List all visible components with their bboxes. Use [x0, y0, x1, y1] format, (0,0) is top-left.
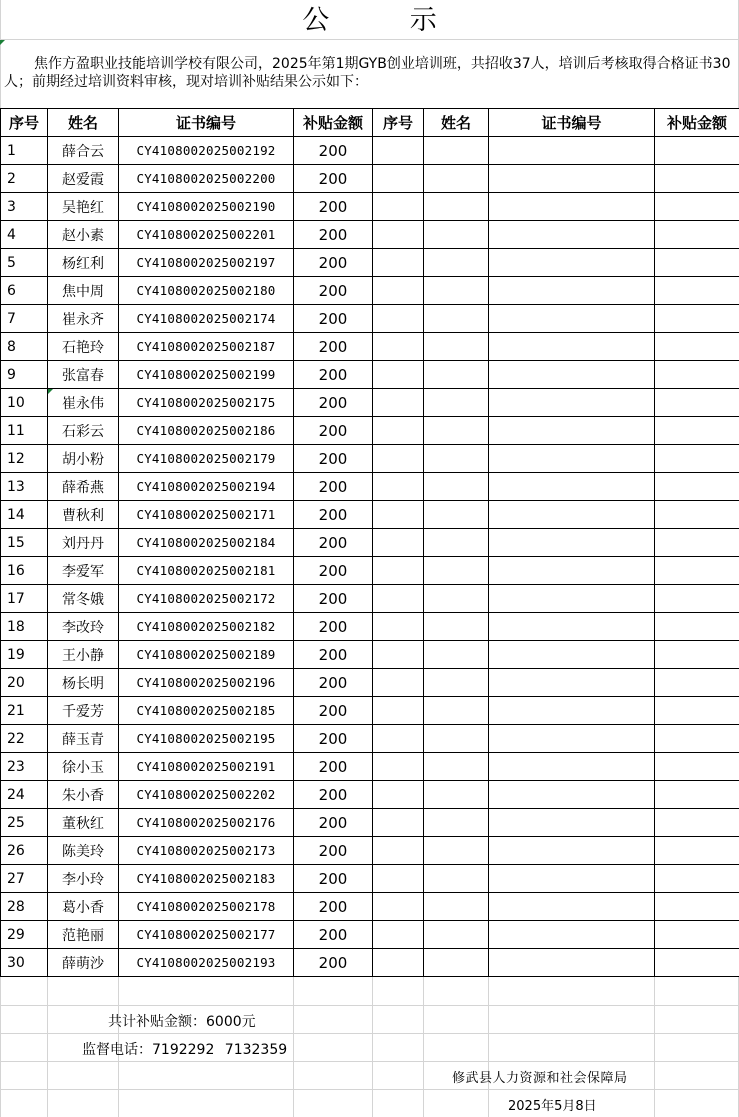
- empty-cell: [424, 613, 489, 641]
- empty-cell: [424, 221, 489, 249]
- empty-cell: [655, 361, 739, 389]
- empty-cell: [655, 501, 739, 529]
- empty-cell: [424, 697, 489, 725]
- empty-cell: [424, 809, 489, 837]
- empty-cell: [655, 837, 739, 865]
- empty-cell: [373, 753, 424, 781]
- row-name: 焦中周: [48, 277, 119, 305]
- row-subsidy-amount: 200: [294, 389, 373, 417]
- table-row: [1, 781, 739, 809]
- row-name: 赵小素: [48, 221, 119, 249]
- empty-cell: [373, 893, 424, 921]
- empty-cell: [489, 333, 655, 361]
- row-certificate-number: CY4108002025002176: [119, 809, 294, 837]
- empty-cell: [489, 417, 655, 445]
- row-subsidy-amount: 200: [294, 137, 373, 165]
- empty-cell: [489, 893, 655, 921]
- row-number: 10: [1, 389, 48, 417]
- row-certificate-number: CY4108002025002179: [119, 445, 294, 473]
- empty-cell: [424, 949, 489, 977]
- empty-cell: [424, 557, 489, 585]
- column-header: 姓名: [424, 109, 489, 137]
- row-subsidy-amount: 200: [294, 501, 373, 529]
- row-subsidy-amount: 200: [294, 417, 373, 445]
- row-subsidy-amount: 200: [294, 585, 373, 613]
- empty-cell: [424, 473, 489, 501]
- row-subsidy-amount: 200: [294, 529, 373, 557]
- table-row: [1, 669, 739, 697]
- row-subsidy-amount: 200: [294, 221, 373, 249]
- row-certificate-number: CY4108002025002187: [119, 333, 294, 361]
- empty-cell: [655, 669, 739, 697]
- empty-cell: [373, 557, 424, 585]
- row-name: 崔永伟: [48, 389, 119, 417]
- row-certificate-number: CY4108002025002194: [119, 473, 294, 501]
- subsidy-table: [0, 108, 739, 977]
- row-certificate-number: CY4108002025002192: [119, 137, 294, 165]
- empty-cell: [655, 221, 739, 249]
- row-certificate-number: CY4108002025002202: [119, 781, 294, 809]
- row-subsidy-amount: 200: [294, 473, 373, 501]
- row-number: 23: [1, 753, 48, 781]
- column-header: 证书编号: [489, 109, 655, 137]
- table-row: [1, 305, 739, 333]
- row-certificate-number: CY4108002025002186: [119, 417, 294, 445]
- row-name: 李改玲: [48, 613, 119, 641]
- empty-cell: [655, 893, 739, 921]
- cell-comment-marker: [48, 389, 53, 394]
- table-row: [1, 725, 739, 753]
- empty-cell: [373, 641, 424, 669]
- column-header: 姓名: [48, 109, 119, 137]
- empty-cell: [489, 697, 655, 725]
- table-row: [1, 641, 739, 669]
- empty-cell: [424, 781, 489, 809]
- empty-cell: [373, 193, 424, 221]
- empty-cell: [655, 417, 739, 445]
- empty-cell: [424, 137, 489, 165]
- empty-cell: [373, 473, 424, 501]
- row-certificate-number: CY4108002025002172: [119, 585, 294, 613]
- row-number: 20: [1, 669, 48, 697]
- empty-cell: [373, 837, 424, 865]
- table-row: [1, 501, 739, 529]
- row-name: 杨长明: [48, 669, 119, 697]
- empty-cell: [373, 333, 424, 361]
- row-subsidy-amount: 200: [294, 333, 373, 361]
- row-name: 葛小香: [48, 893, 119, 921]
- row-certificate-number: CY4108002025002175: [119, 389, 294, 417]
- row-name: 常冬娥: [48, 585, 119, 613]
- empty-cell: [489, 641, 655, 669]
- empty-cell: [373, 361, 424, 389]
- row-name: 李爱军: [48, 557, 119, 585]
- row-certificate-number: CY4108002025002200: [119, 165, 294, 193]
- row-number: 1: [1, 137, 48, 165]
- table-row: [1, 613, 739, 641]
- row-subsidy-amount: 200: [294, 753, 373, 781]
- empty-cell: [489, 277, 655, 305]
- row-certificate-number: CY4108002025002181: [119, 557, 294, 585]
- row-number: 13: [1, 473, 48, 501]
- table-row: [1, 893, 739, 921]
- row-number: 9: [1, 361, 48, 389]
- row-certificate-number: CY4108002025002201: [119, 221, 294, 249]
- empty-cell: [655, 445, 739, 473]
- empty-cell: [655, 333, 739, 361]
- empty-cell: [424, 753, 489, 781]
- empty-cell: [424, 277, 489, 305]
- row-number: 8: [1, 333, 48, 361]
- empty-cell: [424, 865, 489, 893]
- row-certificate-number: CY4108002025002173: [119, 837, 294, 865]
- empty-cell: [424, 893, 489, 921]
- table-row: [1, 557, 739, 585]
- row-subsidy-amount: 200: [294, 277, 373, 305]
- row-subsidy-amount: 200: [294, 445, 373, 473]
- row-subsidy-amount: 200: [294, 193, 373, 221]
- row-name: 范艳丽: [48, 921, 119, 949]
- empty-cell: [424, 529, 489, 557]
- row-certificate-number: CY4108002025002189: [119, 641, 294, 669]
- empty-cell: [655, 193, 739, 221]
- table-row: [1, 697, 739, 725]
- row-certificate-number: CY4108002025002196: [119, 669, 294, 697]
- empty-cell: [655, 781, 739, 809]
- empty-cell: [424, 389, 489, 417]
- empty-cell: [489, 557, 655, 585]
- empty-cell: [655, 753, 739, 781]
- empty-cell: [655, 613, 739, 641]
- empty-cell: [424, 193, 489, 221]
- table-row: [1, 837, 739, 865]
- row-number: 12: [1, 445, 48, 473]
- row-subsidy-amount: 200: [294, 641, 373, 669]
- row-number: 5: [1, 249, 48, 277]
- row-subsidy-amount: 200: [294, 249, 373, 277]
- empty-cell: [373, 725, 424, 753]
- empty-cell: [489, 809, 655, 837]
- empty-cell: [373, 417, 424, 445]
- row-subsidy-amount: 200: [294, 865, 373, 893]
- column-header: 补贴金额: [294, 109, 373, 137]
- row-number: 19: [1, 641, 48, 669]
- table-row: [1, 445, 739, 473]
- empty-cell: [424, 641, 489, 669]
- empty-cell: [424, 837, 489, 865]
- issue-date: 2025年5月8日: [508, 1099, 597, 1114]
- column-header: 序号: [373, 109, 424, 137]
- table-row: [1, 137, 739, 165]
- row-number: 25: [1, 809, 48, 837]
- row-number: 21: [1, 697, 48, 725]
- empty-cell: [424, 165, 489, 193]
- empty-cell: [373, 781, 424, 809]
- empty-cell: [655, 697, 739, 725]
- empty-cell: [424, 417, 489, 445]
- issuing-authority: 修武县人力资源和社会保障局: [452, 1071, 628, 1086]
- empty-cell: [424, 361, 489, 389]
- row-name: 薛希燕: [48, 473, 119, 501]
- table-row: [1, 389, 739, 417]
- table-row: [1, 949, 739, 977]
- row-certificate-number: CY4108002025002185: [119, 697, 294, 725]
- empty-cell: [373, 949, 424, 977]
- row-name: 曹秋利: [48, 501, 119, 529]
- table-row: [1, 165, 739, 193]
- row-subsidy-amount: 200: [294, 557, 373, 585]
- empty-cell: [424, 669, 489, 697]
- row-name: 赵爱霞: [48, 165, 119, 193]
- empty-cell: [373, 921, 424, 949]
- column-header: 序号: [1, 109, 48, 137]
- table-row: [1, 333, 739, 361]
- row-certificate-number: CY4108002025002193: [119, 949, 294, 977]
- empty-cell: [373, 501, 424, 529]
- empty-cell: [489, 865, 655, 893]
- row-name: 王小静: [48, 641, 119, 669]
- row-subsidy-amount: 200: [294, 305, 373, 333]
- row-number: 18: [1, 613, 48, 641]
- table-row: [1, 193, 739, 221]
- row-certificate-number: CY4108002025002190: [119, 193, 294, 221]
- empty-cell: [424, 501, 489, 529]
- row-subsidy-amount: 200: [294, 725, 373, 753]
- row-certificate-number: CY4108002025002182: [119, 613, 294, 641]
- row-name: 石艳玲: [48, 333, 119, 361]
- empty-cell: [489, 305, 655, 333]
- empty-cell: [489, 837, 655, 865]
- row-certificate-number: CY4108002025002197: [119, 249, 294, 277]
- row-name: 崔永齐: [48, 305, 119, 333]
- empty-cell: [655, 725, 739, 753]
- row-certificate-number: CY4108002025002174: [119, 305, 294, 333]
- empty-cell: [489, 473, 655, 501]
- empty-cell: [373, 809, 424, 837]
- row-name: 薛萌沙: [48, 949, 119, 977]
- empty-cell: [373, 249, 424, 277]
- row-number: 17: [1, 585, 48, 613]
- row-subsidy-amount: 200: [294, 697, 373, 725]
- row-number: 26: [1, 837, 48, 865]
- row-name: 薛合云: [48, 137, 119, 165]
- empty-cell: [424, 249, 489, 277]
- empty-cell: [489, 921, 655, 949]
- empty-cell: [373, 165, 424, 193]
- row-subsidy-amount: 200: [294, 781, 373, 809]
- row-number: 24: [1, 781, 48, 809]
- empty-cell: [424, 333, 489, 361]
- empty-cell: [489, 725, 655, 753]
- empty-cell: [489, 165, 655, 193]
- table-row: [1, 753, 739, 781]
- row-subsidy-amount: 200: [294, 893, 373, 921]
- table-row: [1, 865, 739, 893]
- row-name: 董秋红: [48, 809, 119, 837]
- empty-cell: [655, 165, 739, 193]
- row-name: 徐小玉: [48, 753, 119, 781]
- row-number: 27: [1, 865, 48, 893]
- empty-cell: [655, 865, 739, 893]
- row-name: 李小玲: [48, 865, 119, 893]
- row-number: 16: [1, 557, 48, 585]
- row-number: 28: [1, 893, 48, 921]
- empty-cell: [373, 305, 424, 333]
- empty-cell: [655, 949, 739, 977]
- row-name: 千爱芳: [48, 697, 119, 725]
- row-name: 朱小香: [48, 781, 119, 809]
- empty-cell: [489, 949, 655, 977]
- empty-cell: [489, 249, 655, 277]
- empty-cell: [655, 557, 739, 585]
- empty-cell: [373, 697, 424, 725]
- row-subsidy-amount: 200: [294, 669, 373, 697]
- table-row: [1, 417, 739, 445]
- table-row: [1, 361, 739, 389]
- row-name: 陈美玲: [48, 837, 119, 865]
- empty-cell: [424, 585, 489, 613]
- empty-cell: [655, 529, 739, 557]
- empty-cell: [655, 473, 739, 501]
- empty-cell: [373, 445, 424, 473]
- row-number: 30: [1, 949, 48, 977]
- row-number: 29: [1, 921, 48, 949]
- empty-cell: [489, 501, 655, 529]
- row-certificate-number: CY4108002025002178: [119, 893, 294, 921]
- row-name: 薛玉青: [48, 725, 119, 753]
- empty-cell: [373, 389, 424, 417]
- row-number: 7: [1, 305, 48, 333]
- table-row: [1, 809, 739, 837]
- column-header: 证书编号: [119, 109, 294, 137]
- empty-cell: [373, 865, 424, 893]
- empty-cell: [373, 277, 424, 305]
- row-certificate-number: CY4108002025002191: [119, 753, 294, 781]
- empty-cell: [655, 641, 739, 669]
- empty-cell: [655, 305, 739, 333]
- empty-cell: [655, 921, 739, 949]
- row-number: 2: [1, 165, 48, 193]
- table-row: [1, 277, 739, 305]
- empty-cell: [489, 781, 655, 809]
- empty-cell: [489, 585, 655, 613]
- row-number: 15: [1, 529, 48, 557]
- empty-cell: [655, 809, 739, 837]
- row-number: 3: [1, 193, 48, 221]
- empty-cell: [424, 445, 489, 473]
- empty-cell: [489, 445, 655, 473]
- cell-comment-marker: [0, 40, 5, 45]
- empty-cell: [373, 529, 424, 557]
- row-certificate-number: CY4108002025002183: [119, 865, 294, 893]
- row-certificate-number: CY4108002025002195: [119, 725, 294, 753]
- row-subsidy-amount: 200: [294, 949, 373, 977]
- table-row: [1, 249, 739, 277]
- row-certificate-number: CY4108002025002180: [119, 277, 294, 305]
- table-row: [1, 921, 739, 949]
- empty-cell: [489, 669, 655, 697]
- row-number: 11: [1, 417, 48, 445]
- row-subsidy-amount: 200: [294, 837, 373, 865]
- row-subsidy-amount: 200: [294, 809, 373, 837]
- total-subsidy: 共计补贴金额：6000元: [108, 1014, 256, 1030]
- intro-paragraph: 焦作方盈职业技能培训学校有限公司，2025年第1期GYB创业培训班，共招收37人，培训后考核取得合格证书30人；前期经过培训资料审核，现对培训补贴结果公示如下：: [4, 56, 731, 90]
- row-name: 刘丹丹: [48, 529, 119, 557]
- empty-cell: [489, 221, 655, 249]
- page-title: 公 示: [0, 0, 739, 40]
- empty-cell: [655, 585, 739, 613]
- table-row: [1, 221, 739, 249]
- row-subsidy-amount: 200: [294, 613, 373, 641]
- row-number: 22: [1, 725, 48, 753]
- empty-cell: [489, 389, 655, 417]
- row-subsidy-amount: 200: [294, 165, 373, 193]
- empty-cell: [489, 529, 655, 557]
- row-certificate-number: CY4108002025002177: [119, 921, 294, 949]
- empty-cell: [655, 389, 739, 417]
- row-certificate-number: CY4108002025002184: [119, 529, 294, 557]
- empty-cell: [655, 137, 739, 165]
- row-name: 石彩云: [48, 417, 119, 445]
- empty-cell: [424, 921, 489, 949]
- table-row: [1, 585, 739, 613]
- empty-cell: [655, 277, 739, 305]
- row-name: 张富春: [48, 361, 119, 389]
- row-name: 杨红利: [48, 249, 119, 277]
- empty-cell: [489, 753, 655, 781]
- table-row: [1, 473, 739, 501]
- empty-cell: [489, 361, 655, 389]
- row-number: 6: [1, 277, 48, 305]
- row-certificate-number: CY4108002025002171: [119, 501, 294, 529]
- empty-cell: [424, 725, 489, 753]
- empty-cell: [373, 137, 424, 165]
- empty-cell: [489, 613, 655, 641]
- empty-cell: [489, 137, 655, 165]
- empty-cell: [373, 613, 424, 641]
- row-number: 4: [1, 221, 48, 249]
- row-number: 14: [1, 501, 48, 529]
- row-subsidy-amount: 200: [294, 921, 373, 949]
- empty-cell: [489, 193, 655, 221]
- row-subsidy-amount: 200: [294, 361, 373, 389]
- table-header-row: [1, 109, 739, 137]
- column-header: 补贴金额: [655, 109, 739, 137]
- empty-cell: [373, 669, 424, 697]
- row-name: 胡小粉: [48, 445, 119, 473]
- table-row: [1, 529, 739, 557]
- empty-cell: [655, 249, 739, 277]
- row-name: 吴艳红: [48, 193, 119, 221]
- supervision-phone: 监督电话：7192292 7132359: [82, 1042, 288, 1058]
- empty-cell: [373, 585, 424, 613]
- row-certificate-number: CY4108002025002199: [119, 361, 294, 389]
- empty-cell: [424, 305, 489, 333]
- empty-cell: [373, 221, 424, 249]
